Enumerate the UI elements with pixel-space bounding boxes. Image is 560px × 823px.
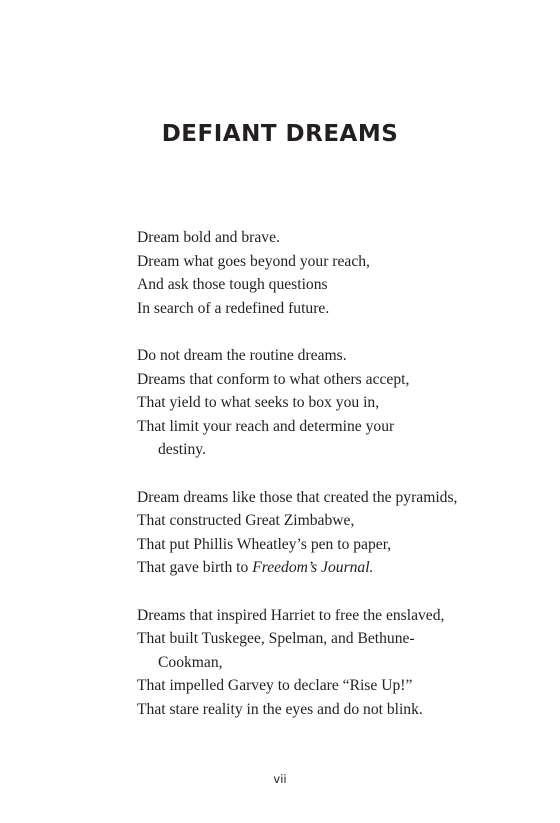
poem-line: That limit your reach and determine your (137, 417, 395, 435)
poem-line: Dream what goes beyond your reach, (137, 252, 370, 270)
poem-line-text: That gave birth to (137, 559, 253, 577)
poem-line-with-title (137, 556, 497, 580)
poem-line: Dream dreams like those that created the pyramids, (137, 488, 458, 506)
poem-line: And ask those tough questions (137, 276, 328, 294)
poem-line: That put Phillis Wheatley’s pen to paper, (137, 535, 392, 553)
poem-line: Dreams that inspired Harriet to free the enslaved, (137, 606, 445, 624)
poem-line-turnover: Cookman, (158, 653, 223, 671)
poem-line: Do not dream the routine dreams. (137, 346, 347, 364)
stanza-2 (137, 344, 497, 462)
poem-body (137, 226, 497, 745)
poem-title: DEFIANT DREAMS (161, 121, 399, 147)
poem-line: That yield to what seeks to box you in, (137, 394, 380, 412)
poem-line-turnover: destiny. (158, 441, 206, 459)
poem-line: That stare reality in the eyes and do not blink. (137, 700, 423, 718)
stanza-3 (137, 486, 497, 580)
poem-line: That impelled Garvey to declare “Rise Up!” (137, 677, 413, 695)
poem-line: That constructed Great Zimbabwe, (137, 512, 355, 530)
stanza-4 (137, 604, 497, 722)
newspaper-title: Freedom’s Journal. (252, 559, 374, 577)
poem-line: Dream bold and brave. (137, 229, 280, 246)
stanza-1 (137, 226, 497, 320)
poem-line: That built Tuskegee, Spelman, and Bethune- (137, 630, 415, 648)
page-number: vii (273, 772, 287, 786)
poem-line: In search of a redefined future. (137, 299, 330, 317)
poem-line: Dreams that conform to what others accept, (137, 370, 410, 388)
